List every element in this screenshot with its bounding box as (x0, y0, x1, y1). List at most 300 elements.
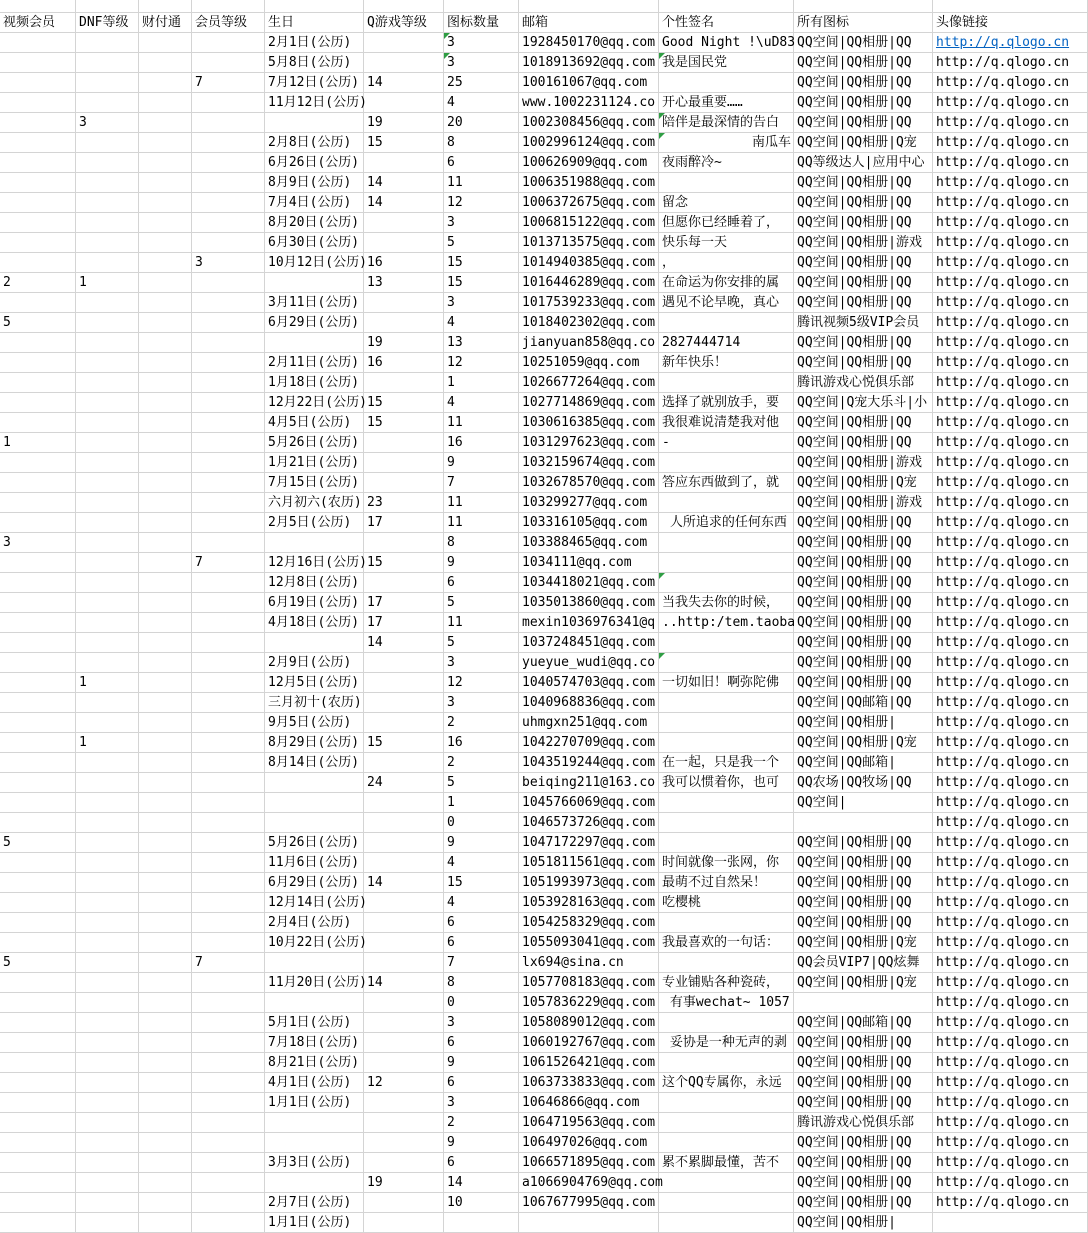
cell-email[interactable]: 1055093041@qq.com (519, 933, 659, 953)
cell-all-icons[interactable]: QQ空间|QQ相册|QQ (794, 353, 933, 373)
cell-signature[interactable] (659, 553, 794, 573)
cell-icon-count[interactable]: 6 (444, 153, 519, 173)
cell-signature[interactable] (659, 313, 794, 333)
cell-tenpay[interactable] (139, 813, 192, 833)
cell-icon-count[interactable]: 3 (444, 53, 519, 73)
cell-tenpay[interactable] (139, 893, 192, 913)
cell-vip-level[interactable] (192, 693, 265, 713)
cell-tenpay[interactable] (139, 1113, 192, 1133)
cell-video-vip-level[interactable] (0, 153, 76, 173)
cell-video-vip-level[interactable]: 2 (0, 273, 76, 293)
cell-tenpay[interactable] (139, 433, 192, 453)
cell-email[interactable]: 1017539233@qq.com (519, 293, 659, 313)
cell-tenpay[interactable] (139, 333, 192, 353)
cell-birthday[interactable]: 12月16日(公历) (265, 553, 364, 573)
cell-tenpay[interactable] (139, 313, 192, 333)
cell-email[interactable]: 10251059@qq.com (519, 353, 659, 373)
cell-all-icons[interactable]: QQ空间|QQ相册|QQ (794, 513, 933, 533)
cell-birthday[interactable]: 2月8日(公历) (265, 133, 364, 153)
cell-all-icons[interactable]: QQ空间|QQ相册|QQ (794, 93, 933, 113)
cell-all-icons[interactable]: QQ空间|QQ邮箱|QQ (794, 693, 933, 713)
cell-all-icons[interactable]: 腾讯游戏心悦俱乐部 (794, 1113, 933, 1133)
cell-vip-level[interactable] (192, 773, 265, 793)
cell-birthday[interactable] (265, 633, 364, 653)
cell-dnf-level[interactable] (76, 133, 139, 153)
cell-email[interactable]: 1026677264@qq.com (519, 373, 659, 393)
cell-video-vip-level[interactable] (0, 353, 76, 373)
cell-icon-count[interactable]: 6 (444, 1073, 519, 1093)
cell-birthday[interactable] (265, 793, 364, 813)
cell-signature[interactable] (659, 1173, 794, 1193)
cell-avatar-link[interactable]: http://q.qlogo.cn (933, 293, 1088, 313)
cell-birthday[interactable]: 8月29日(公历) (265, 733, 364, 753)
cell-dnf-level[interactable] (76, 413, 139, 433)
cell-avatar-link[interactable]: http://q.qlogo.cn (933, 333, 1088, 353)
cell-video-vip-level[interactable] (0, 573, 76, 593)
cell-video-vip-level[interactable] (0, 1093, 76, 1113)
cell-all-icons[interactable]: QQ空间|QQ相册|QQ (794, 193, 933, 213)
cell-vip-level[interactable] (192, 633, 265, 653)
cell-video-vip-level[interactable] (0, 873, 76, 893)
cell-avatar-link[interactable]: http://q.qlogo.cn (933, 193, 1088, 213)
cell-birthday[interactable]: 8月9日(公历) (265, 173, 364, 193)
cell-vip-level[interactable] (192, 653, 265, 673)
cell-icon-count[interactable]: 6 (444, 933, 519, 953)
cell-birthday[interactable] (265, 1173, 364, 1193)
cell-icon-count[interactable]: 2 (444, 1113, 519, 1133)
cell-email[interactable]: 1034418021@qq.com (519, 573, 659, 593)
cell-all-icons[interactable]: QQ空间|QQ相册|QQ (794, 1133, 933, 1153)
cell-vip-level[interactable] (192, 913, 265, 933)
cell-qgame-level[interactable]: 14 (364, 73, 444, 93)
header-dnf-level[interactable]: DNF等级 (76, 13, 139, 33)
cell-qgame-level[interactable]: 17 (364, 513, 444, 533)
cell-avatar-link[interactable] (933, 1213, 1088, 1233)
cell-birthday[interactable] (265, 953, 364, 973)
cell-video-vip-level[interactable] (0, 1053, 76, 1073)
cell-video-vip-level[interactable] (0, 913, 76, 933)
cell-birthday[interactable] (265, 533, 364, 553)
cell-avatar-link[interactable]: http://q.qlogo.cn (933, 153, 1088, 173)
cell-qgame-level[interactable] (364, 1153, 444, 1173)
cell-all-icons[interactable]: QQ空间|QQ相册|QQ (794, 1073, 933, 1093)
cell-all-icons[interactable]: QQ空间|QQ相册|QQ (794, 593, 933, 613)
cell-icon-count[interactable]: 15 (444, 253, 519, 273)
cell-vip-level[interactable] (192, 513, 265, 533)
cell-icon-count[interactable]: 4 (444, 853, 519, 873)
cell-video-vip-level[interactable] (0, 373, 76, 393)
cell-icon-count[interactable]: 4 (444, 393, 519, 413)
cell-vip-level[interactable] (192, 933, 265, 953)
cell-tenpay[interactable] (139, 393, 192, 413)
cell-qgame-level[interactable]: 16 (364, 353, 444, 373)
cell-vip-level[interactable] (192, 993, 265, 1013)
cell-email[interactable]: 1058089012@qq.com (519, 1013, 659, 1033)
cell-icon-count[interactable]: 6 (444, 913, 519, 933)
cell-vip-level[interactable] (192, 153, 265, 173)
cell-signature[interactable]: 有事wechat~ 1057 (659, 993, 794, 1013)
cell-email[interactable]: 1002308456@qq.com (519, 113, 659, 133)
cell-email[interactable]: mexin1036976341@q (519, 613, 659, 633)
cell-signature[interactable] (659, 793, 794, 813)
cell-tenpay[interactable] (139, 1213, 192, 1233)
cell-dnf-level[interactable] (76, 553, 139, 573)
cell-birthday[interactable]: 2月4日(公历) (265, 913, 364, 933)
cell-avatar-link[interactable]: http://q.qlogo.cn (933, 673, 1088, 693)
cell-avatar-link[interactable]: http://q.qlogo.cn (933, 473, 1088, 493)
cell-tenpay[interactable] (139, 913, 192, 933)
cell-dnf-level[interactable] (76, 893, 139, 913)
cell-all-icons[interactable]: QQ空间|QQ相册|Q宠 (794, 933, 933, 953)
cell-vip-level[interactable] (192, 833, 265, 853)
cell-icon-count[interactable]: 10 (444, 1193, 519, 1213)
header-video-vip-level[interactable]: 视频会员 (0, 13, 76, 33)
cell-icon-count[interactable]: 2 (444, 753, 519, 773)
cell-icon-count[interactable] (444, 1213, 519, 1233)
cell-birthday[interactable]: 1月1日(公历) (265, 1213, 364, 1233)
cell-video-vip-level[interactable] (0, 173, 76, 193)
cell-avatar-link[interactable]: http://q.qlogo.cn (933, 833, 1088, 853)
cell-tenpay[interactable] (139, 33, 192, 53)
cell-qgame-level[interactable]: 19 (364, 333, 444, 353)
cell-video-vip-level[interactable] (0, 393, 76, 413)
cell-tenpay[interactable] (139, 573, 192, 593)
cell-video-vip-level[interactable] (0, 513, 76, 533)
cell-vip-level[interactable] (192, 353, 265, 373)
cell-dnf-level[interactable] (76, 153, 139, 173)
cell-signature[interactable]: 南瓜车 (659, 133, 794, 153)
cell-email[interactable] (519, 1213, 659, 1233)
cell-icon-count[interactable]: 3 (444, 293, 519, 313)
cell-email[interactable]: 1057836229@qq.com (519, 993, 659, 1013)
cell-all-icons[interactable] (794, 813, 933, 833)
cell-dnf-level[interactable] (76, 353, 139, 373)
cell-email[interactable]: 1057708183@qq.com (519, 973, 659, 993)
cell-avatar-link[interactable]: http://q.qlogo.cn (933, 533, 1088, 553)
cell-dnf-level[interactable] (76, 493, 139, 513)
cell-email[interactable]: 1043519244@qq.com (519, 753, 659, 773)
cell-email[interactable]: 1051993973@qq.com (519, 873, 659, 893)
cell-birthday[interactable]: 3月3日(公历) (265, 1153, 364, 1173)
cell-dnf-level[interactable] (76, 433, 139, 453)
cell-qgame-level[interactable] (364, 893, 444, 913)
cell-video-vip-level[interactable] (0, 773, 76, 793)
cell-qgame-level[interactable]: 15 (364, 413, 444, 433)
cell-avatar-link[interactable]: http://q.qlogo.cn (933, 593, 1088, 613)
cell-avatar-link[interactable]: http://q.qlogo.cn (933, 873, 1088, 893)
cell-icon-count[interactable]: 1 (444, 373, 519, 393)
cell-all-icons[interactable]: QQ空间|QQ相册|QQ (794, 653, 933, 673)
cell-tenpay[interactable] (139, 933, 192, 953)
cell-signature[interactable] (659, 1193, 794, 1213)
cell-dnf-level[interactable] (76, 0, 139, 13)
cell-video-vip-level[interactable] (0, 673, 76, 693)
cell-birthday[interactable]: 7月12日(公历) (265, 73, 364, 93)
cell-icon-count[interactable]: 12 (444, 193, 519, 213)
cell-vip-level[interactable]: 7 (192, 73, 265, 93)
cell-dnf-level[interactable] (76, 853, 139, 873)
cell-icon-count[interactable]: 20 (444, 113, 519, 133)
cell-video-vip-level[interactable] (0, 633, 76, 653)
cell-dnf-level[interactable] (76, 913, 139, 933)
cell-vip-level[interactable] (192, 473, 265, 493)
cell-icon-count[interactable]: 6 (444, 1153, 519, 1173)
cell-qgame-level[interactable]: 19 (364, 113, 444, 133)
cell-email[interactable]: 1035013860@qq.com (519, 593, 659, 613)
cell-vip-level[interactable] (192, 393, 265, 413)
cell-tenpay[interactable] (139, 1053, 192, 1073)
cell-birthday[interactable]: 4月1日(公历) (265, 1073, 364, 1093)
cell-video-vip-level[interactable] (0, 1033, 76, 1053)
cell-all-icons[interactable]: QQ空间|QQ相册|QQ (794, 433, 933, 453)
cell-vip-level[interactable] (192, 713, 265, 733)
cell-dnf-level[interactable] (76, 953, 139, 973)
cell-vip-level[interactable] (192, 293, 265, 313)
cell-signature[interactable] (659, 913, 794, 933)
avatar-hyperlink[interactable]: http://q.qlogo.cn (933, 33, 1088, 53)
header-email[interactable]: 邮箱 (519, 13, 659, 33)
cell-birthday[interactable]: 8月14日(公历) (265, 753, 364, 773)
cell-icon-count[interactable]: 3 (444, 653, 519, 673)
cell-dnf-level[interactable] (76, 793, 139, 813)
cell-qgame-level[interactable] (364, 1133, 444, 1153)
cell-vip-level[interactable] (192, 173, 265, 193)
cell-email[interactable]: 10646866@qq.com (519, 1093, 659, 1113)
cell-dnf-level[interactable]: 3 (76, 113, 139, 133)
cell-video-vip-level[interactable] (0, 333, 76, 353)
cell-email[interactable]: 1006815122@qq.com (519, 213, 659, 233)
cell-email[interactable]: 1066571895@qq.com (519, 1153, 659, 1173)
cell-video-vip-level[interactable] (0, 713, 76, 733)
cell-dnf-level[interactable] (76, 253, 139, 273)
cell-email[interactable]: 1928450170@qq.com (519, 33, 659, 53)
cell-qgame-level[interactable]: 17 (364, 593, 444, 613)
cell-qgame-level[interactable] (364, 1113, 444, 1133)
cell-signature[interactable]: 我很难说清楚我对他 (659, 413, 794, 433)
cell-birthday[interactable]: 5月26日(公历) (265, 833, 364, 853)
cell-icon-count[interactable]: 9 (444, 553, 519, 573)
cell-icon-count[interactable]: 25 (444, 73, 519, 93)
cell-avatar-link[interactable]: http://q.qlogo.cn (933, 813, 1088, 833)
cell-signature[interactable]: 开心最重要…… (659, 93, 794, 113)
cell-tenpay[interactable] (139, 673, 192, 693)
cell-avatar-link[interactable]: http://q.qlogo.cn (933, 693, 1088, 713)
cell-avatar-link[interactable]: http://q.qlogo.cn (933, 1093, 1088, 1113)
cell-avatar-link[interactable]: http://q.qlogo.cn (933, 713, 1088, 733)
cell-tenpay[interactable] (139, 593, 192, 613)
cell-dnf-level[interactable] (76, 973, 139, 993)
cell-birthday[interactable]: 11月12日(公历) (265, 93, 364, 113)
cell-icon-count[interactable]: 7 (444, 473, 519, 493)
cell-vip-level[interactable] (192, 0, 265, 13)
cell-email[interactable]: yueyue_wudi@qq.co (519, 653, 659, 673)
cell-qgame-level[interactable] (364, 753, 444, 773)
cell-signature[interactable]: 人所追求的任何东西 (659, 513, 794, 533)
cell-qgame-level[interactable] (364, 313, 444, 333)
cell-video-vip-level[interactable] (0, 653, 76, 673)
cell-dnf-level[interactable] (76, 933, 139, 953)
cell-avatar-link[interactable]: http://q.qlogo.cn (933, 213, 1088, 233)
cell-dnf-level[interactable]: 1 (76, 733, 139, 753)
cell-video-vip-level[interactable] (0, 553, 76, 573)
cell-birthday[interactable]: 1月21日(公历) (265, 453, 364, 473)
cell-tenpay[interactable] (139, 173, 192, 193)
cell-dnf-level[interactable] (76, 1053, 139, 1073)
cell-birthday[interactable]: 1月18日(公历) (265, 373, 364, 393)
cell-video-vip-level[interactable]: 3 (0, 533, 76, 553)
header-vip-level[interactable]: 会员等级 (192, 13, 265, 33)
cell-vip-level[interactable]: 7 (192, 553, 265, 573)
cell-signature[interactable] (659, 1113, 794, 1133)
cell-birthday[interactable]: 4月18日(公历) (265, 613, 364, 633)
cell-avatar-link[interactable]: http://q.qlogo.cn (933, 553, 1088, 573)
cell-email[interactable]: 1042270709@qq.com (519, 733, 659, 753)
cell-email[interactable]: 1040574703@qq.com (519, 673, 659, 693)
cell-vip-level[interactable] (192, 893, 265, 913)
cell-email[interactable]: 1064719563@qq.com (519, 1113, 659, 1133)
cell-icon-count[interactable]: 0 (444, 993, 519, 1013)
cell-tenpay[interactable] (139, 993, 192, 1013)
header-tenpay[interactable]: 财付通 (139, 13, 192, 33)
cell-signature[interactable] (659, 73, 794, 93)
cell-email[interactable]: www.1002231124.co (519, 93, 659, 113)
cell-qgame-level[interactable] (364, 1093, 444, 1113)
cell-signature[interactable]: 新年快乐！ (659, 353, 794, 373)
cell-dnf-level[interactable] (76, 1033, 139, 1053)
cell-all-icons[interactable]: QQ农场|QQ牧场|QQ (794, 773, 933, 793)
cell-signature[interactable]: 我可以惯着你，也可 (659, 773, 794, 793)
cell-vip-level[interactable] (192, 1133, 265, 1153)
cell-dnf-level[interactable] (76, 173, 139, 193)
cell-tenpay[interactable] (139, 1173, 192, 1193)
cell-email[interactable]: 103388465@qq.com (519, 533, 659, 553)
cell-avatar-link[interactable]: http://q.qlogo.cn (933, 393, 1088, 413)
cell-all-icons[interactable]: QQ空间|QQ相册|QQ (794, 53, 933, 73)
cell-all-icons[interactable]: QQ空间|QQ相册|QQ (794, 413, 933, 433)
cell-all-icons[interactable]: QQ空间|QQ相册|Q宠 (794, 733, 933, 753)
cell-dnf-level[interactable] (76, 473, 139, 493)
cell-birthday[interactable]: 9月5日(公历) (265, 713, 364, 733)
cell-video-vip-level[interactable]: 5 (0, 953, 76, 973)
cell-avatar-link[interactable]: http://q.qlogo.cn (933, 933, 1088, 953)
cell-vip-level[interactable] (192, 853, 265, 873)
cell-qgame-level[interactable] (364, 573, 444, 593)
cell-email[interactable]: 1032678570@qq.com (519, 473, 659, 493)
cell-avatar-link[interactable]: http://q.qlogo.cn (933, 93, 1088, 113)
cell-birthday[interactable]: 3月11日(公历) (265, 293, 364, 313)
cell-avatar-link[interactable]: http://q.qlogo.cn (933, 1193, 1088, 1213)
cell-birthday[interactable] (265, 813, 364, 833)
cell-avatar-link[interactable]: http://q.qlogo.cn (933, 433, 1088, 453)
cell-icon-count[interactable]: 12 (444, 353, 519, 373)
cell-all-icons[interactable]: QQ空间|QQ相册|QQ (794, 333, 933, 353)
cell-vip-level[interactable] (192, 673, 265, 693)
header-qgame-level[interactable]: Q游戏等级 (364, 13, 444, 33)
cell-email[interactable]: 1061526421@qq.com (519, 1053, 659, 1073)
cell-all-icons[interactable]: QQ空间|QQ相册|QQ (794, 913, 933, 933)
cell-all-icons[interactable]: QQ空间|QQ相册|Q宠 (794, 973, 933, 993)
cell-dnf-level[interactable] (76, 1193, 139, 1213)
cell-signature[interactable]: 一切如旧！啊弥陀佛 (659, 673, 794, 693)
cell-signature[interactable] (659, 1093, 794, 1113)
cell-icon-count[interactable]: 14 (444, 1173, 519, 1193)
cell-all-icons[interactable]: QQ空间|QQ相册|QQ (794, 33, 933, 53)
cell-dnf-level[interactable] (76, 513, 139, 533)
cell-all-icons[interactable] (794, 0, 933, 13)
cell-all-icons[interactable]: 腾讯游戏心悦俱乐部 (794, 373, 933, 393)
cell-tenpay[interactable] (139, 93, 192, 113)
cell-qgame-level[interactable] (364, 433, 444, 453)
cell-vip-level[interactable] (192, 753, 265, 773)
cell-birthday[interactable] (265, 1133, 364, 1153)
cell-vip-level[interactable] (192, 33, 265, 53)
cell-dnf-level[interactable] (76, 393, 139, 413)
cell-signature[interactable] (659, 733, 794, 753)
cell-dnf-level[interactable] (76, 613, 139, 633)
cell-birthday[interactable]: 2月9日(公历) (265, 653, 364, 673)
cell-vip-level[interactable] (192, 613, 265, 633)
cell-avatar-link[interactable]: http://q.qlogo.cn (933, 353, 1088, 373)
cell-tenpay[interactable] (139, 973, 192, 993)
cell-video-vip-level[interactable] (0, 1213, 76, 1233)
cell-video-vip-level[interactable] (0, 33, 76, 53)
cell-signature[interactable] (659, 953, 794, 973)
cell-birthday[interactable] (265, 113, 364, 133)
cell-icon-count[interactable]: 12 (444, 673, 519, 693)
cell-dnf-level[interactable] (76, 453, 139, 473)
cell-dnf-level[interactable] (76, 593, 139, 613)
cell-vip-level[interactable] (192, 1193, 265, 1213)
cell-birthday[interactable] (265, 0, 364, 13)
cell-qgame-level[interactable] (364, 373, 444, 393)
cell-tenpay[interactable] (139, 193, 192, 213)
cell-qgame-level[interactable] (364, 153, 444, 173)
cell-all-icons[interactable]: QQ空间|QQ相册|Q宠 (794, 473, 933, 493)
cell-icon-count[interactable]: 5 (444, 773, 519, 793)
cell-tenpay[interactable] (139, 653, 192, 673)
cell-email[interactable]: 100626909@qq.com (519, 153, 659, 173)
cell-signature[interactable]: 时间就像一张网，你 (659, 853, 794, 873)
cell-email[interactable]: 1063733833@qq.com (519, 1073, 659, 1093)
cell-all-icons[interactable]: QQ空间|QQ相册|QQ (794, 1153, 933, 1173)
cell-icon-count[interactable]: 0 (444, 813, 519, 833)
cell-signature[interactable] (659, 693, 794, 713)
cell-dnf-level[interactable] (76, 93, 139, 113)
cell-dnf-level[interactable] (76, 813, 139, 833)
cell-qgame-level[interactable] (364, 813, 444, 833)
cell-signature[interactable] (659, 713, 794, 733)
cell-qgame-level[interactable] (364, 53, 444, 73)
cell-video-vip-level[interactable] (0, 613, 76, 633)
cell-avatar-link[interactable]: http://q.qlogo.cn (933, 173, 1088, 193)
cell-birthday[interactable]: 8月20日(公历) (265, 213, 364, 233)
cell-video-vip-level[interactable] (0, 1193, 76, 1213)
cell-video-vip-level[interactable] (0, 933, 76, 953)
cell-dnf-level[interactable] (76, 753, 139, 773)
cell-icon-count[interactable]: 8 (444, 533, 519, 553)
cell-video-vip-level[interactable] (0, 413, 76, 433)
cell-video-vip-level[interactable] (0, 73, 76, 93)
cell-tenpay[interactable] (139, 453, 192, 473)
cell-signature[interactable]: 留念 (659, 193, 794, 213)
header-signature[interactable]: 个性签名 (659, 13, 794, 33)
cell-icon-count[interactable]: 6 (444, 573, 519, 593)
cell-all-icons[interactable]: QQ空间|QQ相册|QQ (794, 253, 933, 273)
cell-avatar-link[interactable]: http://q.qlogo.cn (933, 53, 1088, 73)
cell-birthday[interactable]: 三月初十(农历) (265, 693, 364, 713)
cell-signature[interactable]: Good Night !\uD83 (659, 33, 794, 53)
cell-icon-count[interactable]: 9 (444, 1133, 519, 1153)
